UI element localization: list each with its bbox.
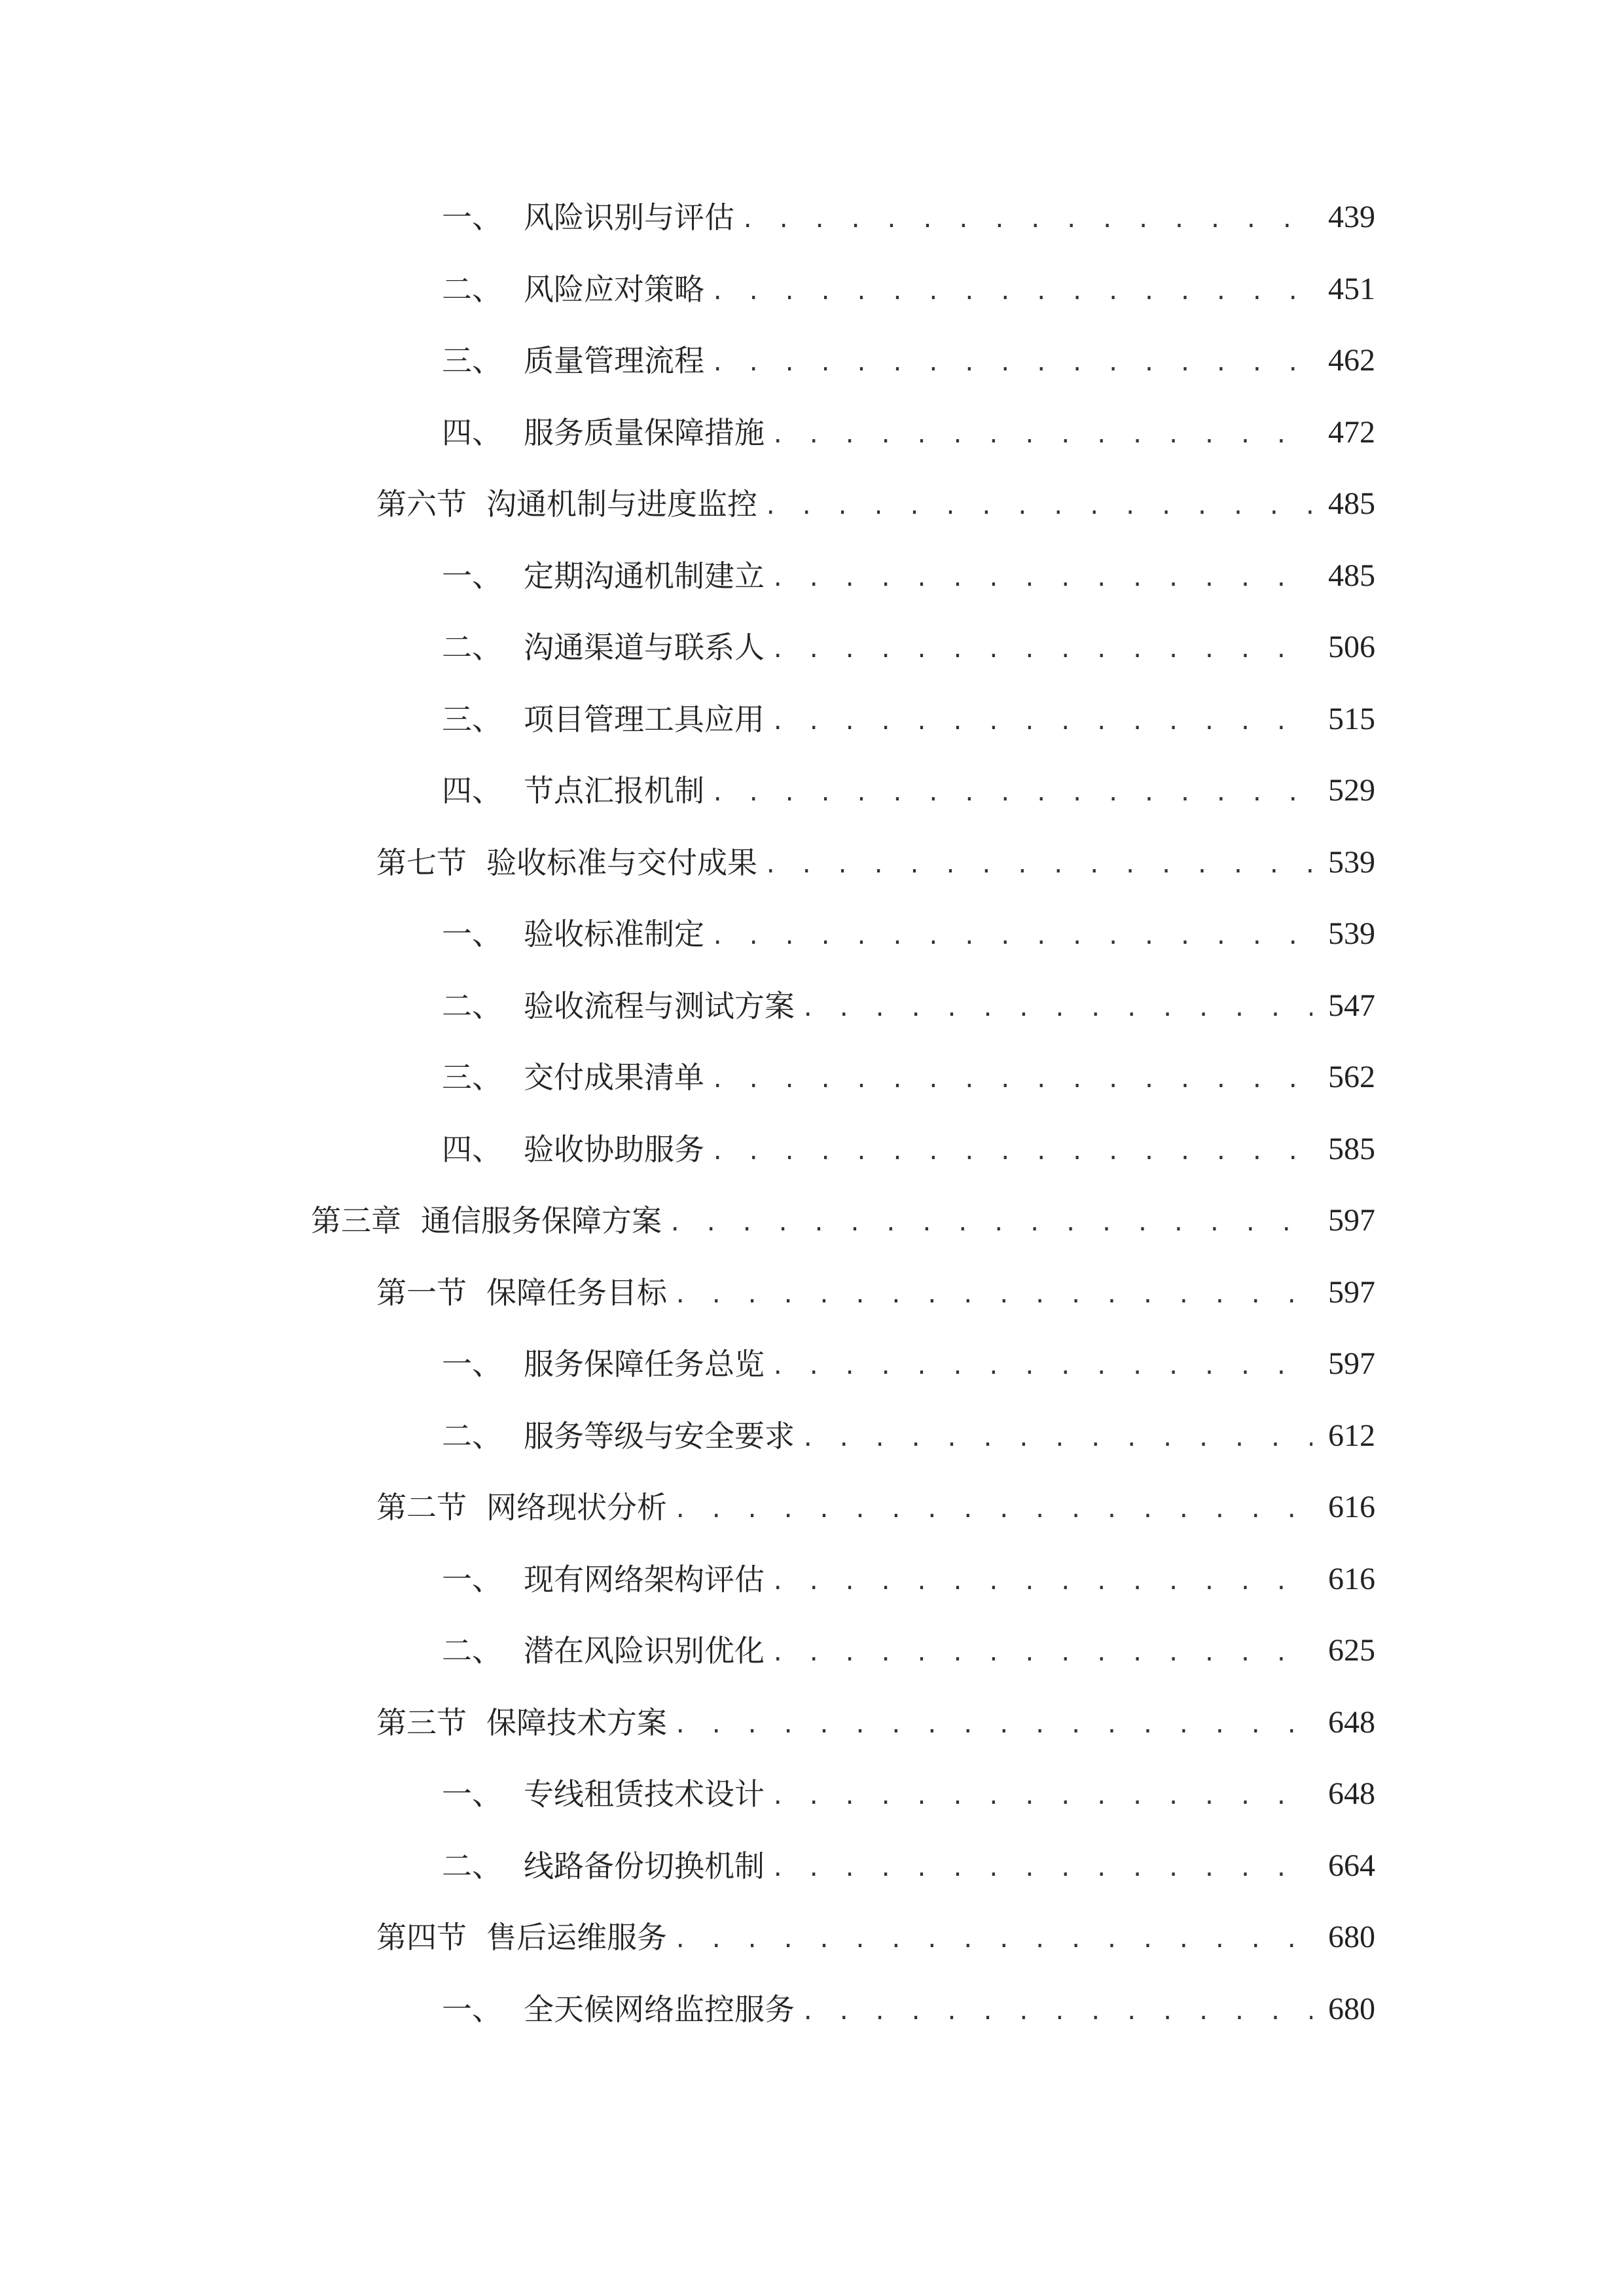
toc-entry-page: 515 xyxy=(1328,702,1375,736)
toc-entry-page: 485 xyxy=(1328,558,1375,593)
toc-dot-leader xyxy=(771,1338,1312,1390)
toc-dot-leader xyxy=(771,621,1312,673)
toc-dot-leader xyxy=(764,478,1312,530)
toc-entry-page: 597 xyxy=(1328,1203,1375,1238)
toc-entry-title: 通信服务保障方案 xyxy=(421,1203,662,1238)
toc-entry-page: 616 xyxy=(1328,1562,1375,1596)
toc-entry-title: 保障任务目标 xyxy=(486,1275,667,1310)
toc-entry-title: 验收协助服务 xyxy=(524,1132,704,1167)
toc-entry[interactable] xyxy=(442,550,1375,602)
toc-entry-title: 网络现状分析 xyxy=(486,1490,667,1525)
toc-entry-number: 第六节 xyxy=(376,486,467,522)
toc-entry-title: 售后运维服务 xyxy=(486,1920,667,1955)
toc-entry-number: 二、 xyxy=(442,1848,502,1884)
toc-entry[interactable] xyxy=(442,1624,1375,1677)
toc-entry-title: 服务质量保障措施 xyxy=(524,415,765,450)
toc-entry-number: 四、 xyxy=(442,773,502,808)
toc-dot-leader xyxy=(771,406,1312,459)
toc-entry-page: 562 xyxy=(1328,1060,1375,1094)
toc-dot-leader xyxy=(801,1410,1312,1462)
toc-entry-title: 交付成果清单 xyxy=(524,1060,704,1095)
toc-dot-leader xyxy=(771,1768,1312,1820)
toc-entry[interactable] xyxy=(376,1266,1375,1319)
toc-entry-number: 第一节 xyxy=(376,1275,467,1310)
toc-entry[interactable] xyxy=(442,1410,1375,1462)
toc-entry-title: 保障技术方案 xyxy=(486,1705,667,1740)
toc-entry-number: 一、 xyxy=(442,1346,502,1382)
toc-entry[interactable] xyxy=(442,1123,1375,1175)
toc-entry[interactable] xyxy=(442,263,1375,315)
toc-entry-number: 二、 xyxy=(442,630,502,665)
toc-entry-number: 三、 xyxy=(442,1060,502,1095)
toc-entry[interactable] xyxy=(442,334,1375,387)
toc-entry-title: 全天候网络监控服务 xyxy=(524,1992,795,2027)
toc-dot-leader xyxy=(801,1983,1312,2036)
toc-entry-page: 648 xyxy=(1328,1776,1375,1811)
toc-entry-page: 529 xyxy=(1328,773,1375,808)
toc-entry[interactable] xyxy=(442,406,1375,459)
toc-dot-leader xyxy=(674,1481,1312,1534)
toc-entry-number: 四、 xyxy=(442,415,502,450)
toc-dot-leader xyxy=(668,1194,1312,1247)
toc-entry-page: 472 xyxy=(1328,415,1375,450)
toc-dot-leader xyxy=(741,191,1312,243)
toc-dot-leader xyxy=(711,908,1312,960)
toc-entry-number: 二、 xyxy=(442,988,502,1024)
toc-entry-title: 验收流程与测试方案 xyxy=(524,988,795,1024)
toc-entry-page: 648 xyxy=(1328,1705,1375,1740)
toc-entry-title: 专线租赁技术设计 xyxy=(524,1776,765,1812)
toc-dot-leader xyxy=(771,550,1312,602)
toc-dot-leader xyxy=(674,1266,1312,1319)
toc-entry-page: 664 xyxy=(1328,1848,1375,1883)
toc-dot-leader xyxy=(674,1696,1312,1749)
toc-entry-page: 539 xyxy=(1328,845,1375,880)
toc-entry-title: 验收标准制定 xyxy=(524,916,704,952)
toc-dot-leader xyxy=(771,1840,1312,1892)
toc-entry-page: 597 xyxy=(1328,1275,1375,1310)
toc-entry[interactable] xyxy=(442,1338,1375,1390)
toc-entry-page: 612 xyxy=(1328,1418,1375,1453)
toc-entry-number: 一、 xyxy=(442,558,502,594)
toc-entry-title: 节点汇报机制 xyxy=(524,773,704,808)
toc-entry-page: 506 xyxy=(1328,630,1375,664)
toc-entry-page: 462 xyxy=(1328,343,1375,378)
toc-entry-title: 质量管理流程 xyxy=(524,343,704,378)
toc-entry-title: 项目管理工具应用 xyxy=(524,702,765,737)
toc-dot-leader xyxy=(711,334,1312,387)
toc-entry-page: 439 xyxy=(1328,200,1375,234)
toc-entry-number: 二、 xyxy=(442,1418,502,1454)
toc-entry-page: 539 xyxy=(1328,916,1375,951)
toc-entry-number: 第三节 xyxy=(376,1705,467,1740)
toc-entry-title: 沟通渠道与联系人 xyxy=(524,630,765,665)
toc-entry[interactable] xyxy=(442,1983,1375,2036)
toc-entry-number: 一、 xyxy=(442,200,502,235)
toc-entry-number: 二、 xyxy=(442,272,502,307)
toc-entry-page: 485 xyxy=(1328,486,1375,521)
toc-entry[interactable] xyxy=(311,1194,1375,1247)
toc-entry[interactable] xyxy=(442,1553,1375,1605)
toc-entry[interactable] xyxy=(442,1768,1375,1820)
toc-dot-leader xyxy=(771,1553,1312,1605)
toc-dot-leader xyxy=(711,764,1312,817)
toc-entry-title: 沟通机制与进度监控 xyxy=(486,486,757,522)
toc-entry-number: 三、 xyxy=(442,343,502,378)
toc-entry-title: 风险应对策略 xyxy=(524,272,704,307)
toc-entry[interactable] xyxy=(442,908,1375,960)
toc-entry-number: 三、 xyxy=(442,702,502,737)
toc-entry-title: 验收标准与交付成果 xyxy=(486,845,757,880)
toc-entry[interactable] xyxy=(442,191,1375,243)
toc-entry[interactable] xyxy=(376,1481,1375,1534)
toc-entry-title: 潜在风险识别优化 xyxy=(524,1633,765,1668)
toc-entry-page: 451 xyxy=(1328,272,1375,306)
toc-entry[interactable] xyxy=(376,836,1375,889)
toc-entry-page: 547 xyxy=(1328,988,1375,1023)
toc-entry-title: 服务保障任务总览 xyxy=(524,1346,765,1382)
toc-dot-leader xyxy=(771,693,1312,745)
toc-entry-number: 第七节 xyxy=(376,845,467,880)
toc-entry-number: 一、 xyxy=(442,916,502,952)
toc-entry-title: 服务等级与安全要求 xyxy=(524,1418,795,1454)
toc-entry-page: 680 xyxy=(1328,1920,1375,1954)
toc-dot-leader xyxy=(674,1911,1312,1964)
toc-entry[interactable] xyxy=(442,764,1375,817)
toc-entry[interactable] xyxy=(442,1840,1375,1892)
toc-entry-page: 680 xyxy=(1328,1992,1375,2026)
toc-dot-leader xyxy=(711,1051,1312,1103)
toc-entry-title: 线路备份切换机制 xyxy=(524,1848,765,1884)
toc-dot-leader xyxy=(764,836,1312,889)
toc-entry[interactable] xyxy=(442,693,1375,745)
toc-entry-page: 585 xyxy=(1328,1132,1375,1166)
toc-dot-leader xyxy=(801,980,1312,1032)
toc-dot-leader xyxy=(771,1624,1312,1677)
toc-entry-number: 第三章 xyxy=(311,1203,401,1238)
toc-entry[interactable] xyxy=(376,1911,1375,1964)
toc-entry-number: 二、 xyxy=(442,1633,502,1668)
toc-entry[interactable] xyxy=(442,1051,1375,1103)
toc-entry-page: 616 xyxy=(1328,1490,1375,1524)
toc-entry-title: 定期沟通机制建立 xyxy=(524,558,765,594)
toc-entry-page: 597 xyxy=(1328,1346,1375,1381)
toc-entry-number: 四、 xyxy=(442,1132,502,1167)
toc-entry[interactable] xyxy=(376,1696,1375,1749)
toc-entry-page: 625 xyxy=(1328,1633,1375,1668)
toc-entry-number: 一、 xyxy=(442,1992,502,2027)
toc-dot-leader xyxy=(711,1123,1312,1175)
toc-entry-number: 一、 xyxy=(442,1562,502,1597)
toc-entry-number: 第二节 xyxy=(376,1490,467,1525)
toc-dot-leader xyxy=(711,263,1312,315)
toc-entry[interactable] xyxy=(376,478,1375,530)
toc-entry-title: 风险识别与评估 xyxy=(524,200,734,235)
toc-entry-number: 第四节 xyxy=(376,1920,467,1955)
toc-entry-title: 现有网络架构评估 xyxy=(524,1562,765,1597)
toc-entry[interactable] xyxy=(442,621,1375,673)
toc-entry[interactable] xyxy=(442,980,1375,1032)
toc-entry-number: 一、 xyxy=(442,1776,502,1812)
